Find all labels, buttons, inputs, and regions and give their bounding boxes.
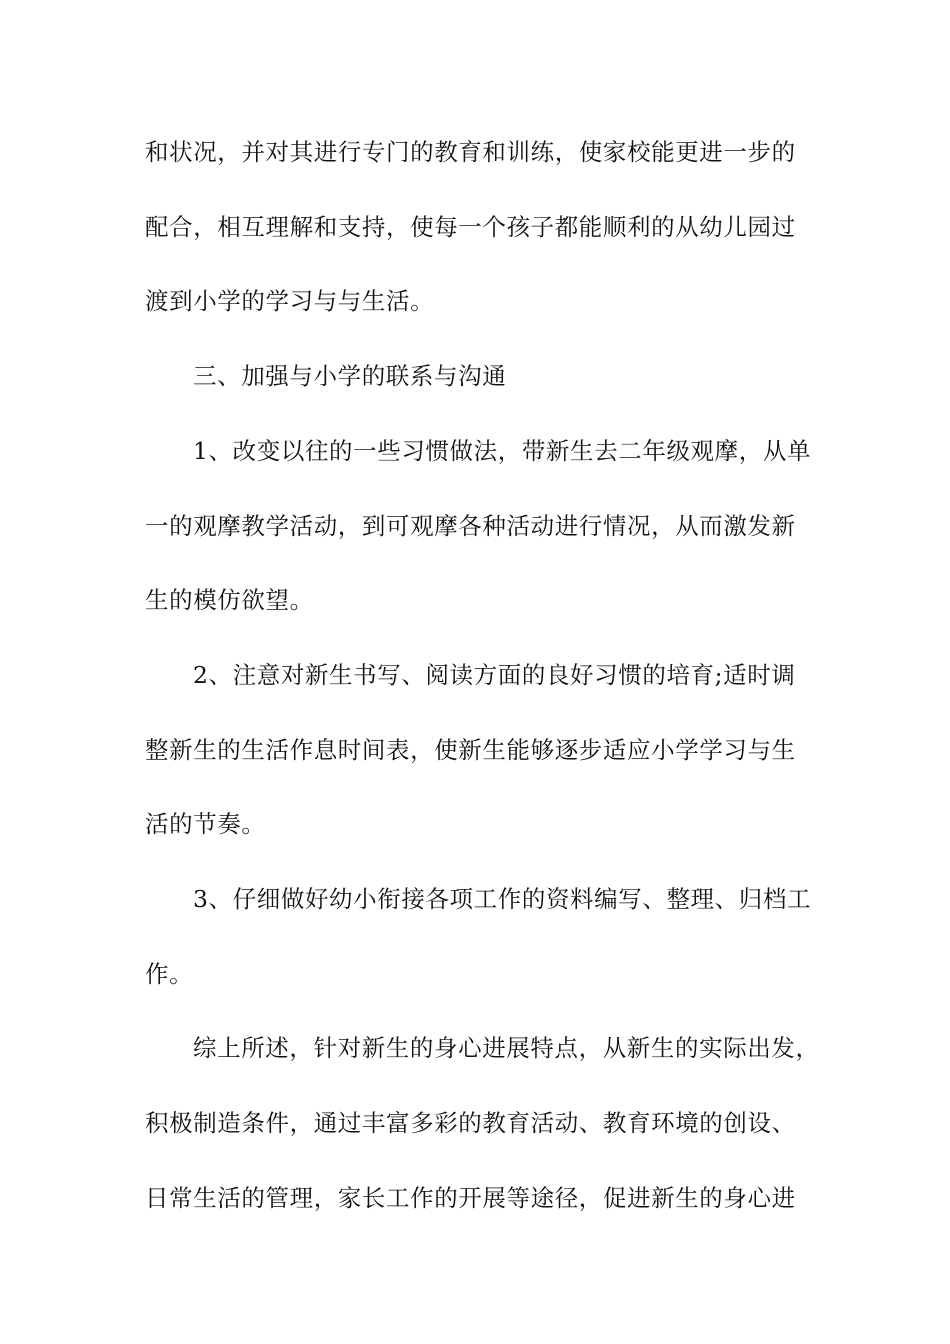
text-line: 整新生的生活作息时间表，使新生能够逐步适应小学学习与生 (145, 736, 796, 764)
text-line: 生的模仿欲望。 (145, 586, 314, 614)
text-line: 综上所述，针对新生的身心进展特点，从新生的实际出发， (193, 1034, 820, 1062)
text-line: 1、改变以往的一些习惯做法，带新生去二年级观摩，从单 (193, 437, 812, 465)
text-line: 3、仔细做好幼小衔接各项工作的资料编写、整理、归档工 (193, 885, 812, 913)
text-line: 作。 (145, 960, 194, 988)
text-line: 和状况，并对其进行专门的教育和训练，使家校能更进一步的 (145, 138, 796, 166)
text-line: 积极制造条件，通过丰富多彩的教育活动、教育环境的创设、 (145, 1109, 796, 1137)
section-heading: 三、加强与小学的联系与沟通 (193, 362, 507, 390)
text-line: 渡到小学的学习与与生活。 (145, 287, 435, 315)
text-line: 日常生活的管理，家长工作的开展等途径，促进新生的身心进 (145, 1184, 796, 1212)
text-line: 一的观摩教学活动，到可观摩各种活动进行情况，从而激发新 (145, 512, 796, 540)
text-line: 2、注意对新生书写、阅读方面的良好习惯的培育;适时调 (193, 661, 796, 689)
text-line: 活的节奏。 (145, 810, 266, 838)
text-line: 配合，相互理解和支持，使每一个孩子都能顺利的从幼儿园过 (145, 213, 796, 241)
